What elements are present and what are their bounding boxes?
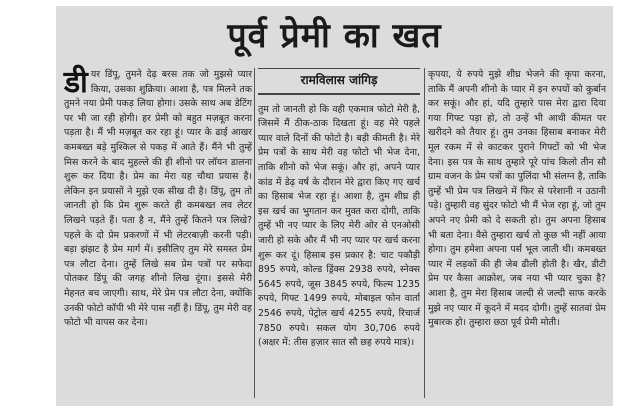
article-column-3 xyxy=(428,68,606,400)
article-column-2 xyxy=(258,68,420,400)
article-text: तुम तो जानती हो कि वही एकमात्र फोटो मेरी है, जिसमें मैं ठीक-ठाक दिखता हूं। वह मेरे पहले प्यार वाले दिनों की फोटो है। बड़ी कीमती है। मेरे प्रेम पत्रों के साथ मेरी वह फोटो भी भेज देना, ताकि शीनो को भेज सकूं। और हां, अपने प्यार कांड में डेढ़ वर्ष के दौरान मेरे द्वारा किए गए खर्च का हिसाब भेज रहा हूं। आशा है, तुम शीघ्र ही इस खर्च का भुगतान कर मुक्त करा दोगी, ताकि तुम्हें भी नए प्यार के लिए मेरी ओर से एनओसी जारी हो सके और मैं भी नए प्यार पर खर्च करना शुरू कर दूं। हिसाब इस प्रकार है: चाट पकौड़ी 895 रुपये, कोल्ड ड्रिंक्स 2938 रुपये, स्नेक्स 5645 रुपये, जूस 3845 रुपये, फिल्म 1235 रुपये, गिफ्ट 1499 रुपये, मोबाइल फोन वार्ता 2546 रुपये, पेट्रोल खर्च 4255 रुपये, रिचार्ज 7850 रुपये। सकल योग 30,706 रुपये (अक्षर में: तीस हज़ार सात सौ छह रुपये मात्र)। xyxy=(258,103,420,349)
author-byline: रामविलास जांगिड़ xyxy=(300,73,378,87)
headline: पूर्व प्रेमी का खत xyxy=(227,16,442,56)
byline-box xyxy=(258,68,420,95)
newspaper-clipping xyxy=(56,6,613,406)
article-column-1 xyxy=(64,65,252,400)
drop-cap: डी xyxy=(64,65,88,100)
article-text: कृपया, ये रुपये मुझे शीघ्र भेजने की कृपा करना, ताकि मैं अपनी शीनो के प्यार में इन रुपयों को कुर्बान कर सकूं। और हां, यदि तुम्हारे पास मेरा द्वारा दिया गया गिफ्ट पड़ा हो, तो उन्हें भी आधी कीमत पर खरीदने को तैयार हूं। तुम उनका हिसाब बनाकर मेरी मूल रकम में से काटकर पुराने गिफ्टों को भी भेज देना। इस पत्र के साथ तुम्हारे पूरे पांच किलो तीन सौ ग्राम वजन के प्रेम पत्रों का पुलिंदा भी संलग्न है, ताकि तुम्हें भी प्रेम पत्र लिखने में फिर से परेशानी न उठानी पड़े। तुम्हारी वह सुंदर फोटो भी मैं भेज रहा हूं, जो तुम अपने नए प्रेमी को दे सकती हो। तुम अपना हिसाब भी बता देना। वैसे तुम्हारा खर्च तो कुछ भी नहीं आया होगा। तुम हमेशा अपना पर्स भूल जाती थी। कमबख्त प्यार में लड़कों की ही जेब ढीली होती है। खैर, डीटी प्रेम पर कैसा आक्रोश, जब नया भी प्यार चुका है? आशा है, तुम मेरा हिसाब जल्दी से जल्दी साफ करके मुझे नए प्यार में कूदने में मदद दोगी। तुम्हें सातवां प्रेम मुबारक हो। तुम्हारा छठा पूर्व प्रेमी मोती। xyxy=(428,69,606,329)
article-text: यर डिंपू, तुमने देढ़ बरस तक जो मुझसे प्यार किया, उसका शुक्रिया। आशा है, पत्र मिलने तक तुमने नया प्रेमी पकड़ लिया होगा। उसके साथ अब डेटिंग पर भी जा रही होगी। हर प्रेमी को बहुत मज़बूत करना पड़ता है। मैं भी मज़बूत कर रहा हूं। प्यार के ढाई आखर कमबख्त बड़े मुश्किल से पकड़ में आते हैं। मैंने भी तुम्हें मिस करने के बाद मुहल्ले की ही शीनो पर लॉयन डालना शुरू कर दिया है। प्रेम का मेरा यह चौथा प्रयास है। लेकिन इन प्रयासों ने मुझे एक सीख दी है। डिंपू, तुम तो जानती हो कि प्रेम शुरू करते ही कमबख्त लव लेटर लिखने पड़ते हैं। पता है न, मैंने तुम्हें कितने पत्र लिखे? पहले के दो प्रेम प्रकरणों में भी लेटरबाज़ी करनी पड़ी। बड़ा झंझट है प्रेम मार्ग में। इसीलिए तुम मेरे समस्त प्रेम पत्र लौटा देना। तुम्हें लिखे सब प्रेम पत्रों पर सफेदा पोतकर डिंपू की जगह शीनो लिख दूंगा। इससे मेरी मेहनत बच जाएगी। साथ, मेरे प्रेम पत्र लौटा देना, क्योंकि उनकी फोटो कॉपी भी मेरे पास नहीं है। डिंपू, तुम मेरी वह फोटो भी वापस कर देना। xyxy=(64,69,252,329)
column-divider xyxy=(424,68,425,398)
column-divider xyxy=(254,68,255,398)
